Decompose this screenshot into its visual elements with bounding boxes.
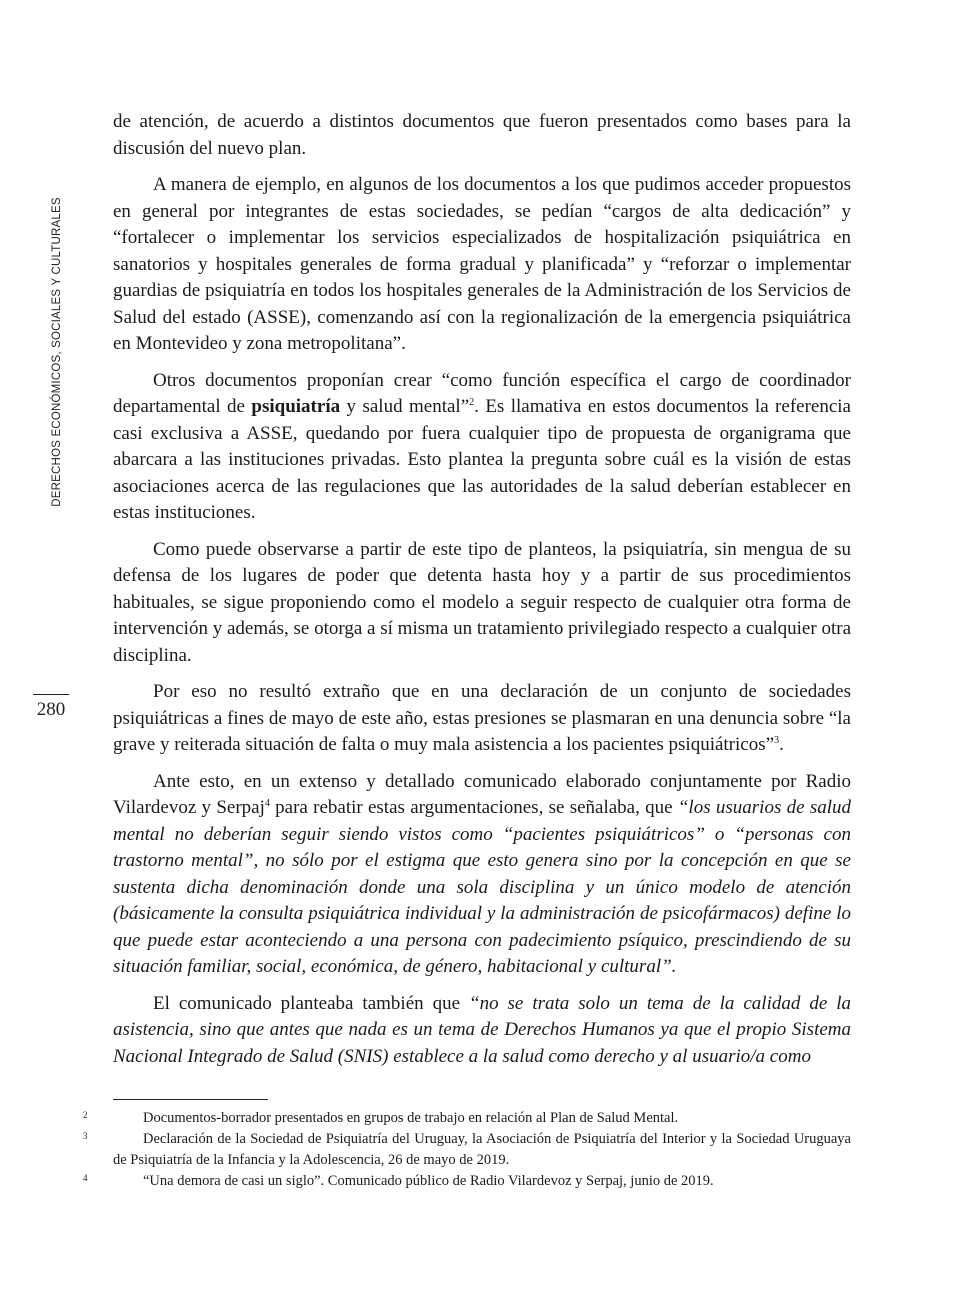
paragraph-5 <box>113 679 851 759</box>
paragraph-7-quote: “no se trata solo un tema de la calidad de la asistencia, sino que antes que nada es un tema de Derechos Humanos ya que el propio Sistema Nacional Integrado de Salud (SNIS) establece a la salud como derecho y al usuario/a como <box>113 992 852 1067</box>
running-section-title: DERECHOS ECONÓMICOS, SOCIALES Y CULTURALES <box>51 197 63 507</box>
paragraph-3-text-c: . Es llamativa en estos documentos la referencia casi exclusiva a ASSE, quedando por fuera cualquier tipo de propuesta de organigrama que abarcara a las instituciones privadas. Esto plantea la pregunta sobre cuál es la visión de estas asociaciones acerca de las regulaciones que las autoridades de la salud deberían establecer en estas instituciones. <box>113 396 851 523</box>
footnote-ref-3[interactable]: 3 <box>774 735 780 746</box>
page-number-rule <box>33 694 69 695</box>
body-text <box>113 109 851 1080</box>
paragraph-5-text-b: . <box>779 734 784 755</box>
footnote-2-number: 2 <box>83 1110 88 1120</box>
paragraph-2: A manera de ejemplo, en algunos de los documentos a los que pudimos acceder propuestos en general por integrantes de estas sociedades, se pedían “cargos de alta dedicación” y “fortalecer o implementar los servicios especializados de hospitalización psiquiátrica en sanatorios y hospitales generales de forma gradual y planificada” y “reforzar o implementar guardias de psiquiatría en todos los hospitales generales de la Administración de los Servicios de Salud del estado (ASSE), comenzando así con la regionalización de la emergencia psiquiátrica en Montevideo y zona metropolitana”. <box>113 174 851 354</box>
footnote-4-number: 4 <box>83 1173 88 1183</box>
footnote-3 <box>83 1129 851 1171</box>
footnote-2-text: Documentos-borrador presentados en grupos de trabajo en relación al Plan de Salud Mental. <box>143 1110 679 1126</box>
footnote-ref-2[interactable]: 2 <box>469 397 475 408</box>
footnotes <box>83 1108 851 1192</box>
paragraph-6-text-b: para rebatir estas argumentaciones, se señalaba, que <box>269 797 678 818</box>
footnote-3-number: 3 <box>83 1131 88 1141</box>
paragraph-3-text-a: Otros documentos proponían crear “como función específica el cargo de coordinador departamental de <box>113 369 851 417</box>
footnote-2 <box>83 1108 851 1129</box>
footnote-separator <box>113 1099 268 1100</box>
paragraph-3-text-b: y salud mental” <box>340 396 470 417</box>
paragraph-3-bold-term: psiquiatría <box>251 396 341 417</box>
paragraph-6-text-a: Ante esto, en un extenso y detallado comunicado elaborado conjuntamente por Radio Vilardevoz y Serpaj <box>113 770 851 818</box>
paragraph-1: de atención, de acuerdo a distintos documentos que fueron presentados como bases para la discusión del nuevo plan. <box>113 111 851 159</box>
paragraph-3 <box>113 368 851 527</box>
paragraph-6-quote: “los usuarios de salud mental no deberían seguir siendo vistos como “pacientes psiquiátricos” o “personas con trastorno mental”, no sólo por el estigma que esto genera sino por la concepción en que se sustenta dicha denominación donde una sola disciplina y un único modelo de atención (básicamente la consulta psiquiátrica individual y la administración de psicofármacos) define lo que puede estar aconteciendo a una persona con padecimiento psíquico, prescindiendo de su situación familiar, social, económica, de género, habitacional y cultural”. <box>113 797 852 977</box>
footnote-4 <box>83 1171 851 1192</box>
paragraph-7-text-a: El comunicado planteaba también que <box>153 992 469 1014</box>
paragraph-4: Como puede observarse a partir de este tipo de planteos, la psiquiatría, sin mengua de su defensa de los lugares de poder que detenta hasta hoy y a partir de sus procedimientos habituales, se sigue proponiendo como el modelo a seguir respecto de cualquier otra forma de intervención y además, se otorga a sí misma un tratamiento privilegiado respecto a cualquier otra disciplina. <box>113 538 851 666</box>
paragraph-6 <box>113 769 851 981</box>
footnote-4-text: “Una demora de casi un siglo”. Comunicado público de Radio Vilardevoz y Serpaj, junio de 2019. <box>143 1173 714 1189</box>
page-number: 280 <box>36 699 66 720</box>
paragraph-7 <box>113 991 851 1071</box>
footnote-3-text: Declaración de la Sociedad de Psiquiatría del Uruguay, la Asociación de Psiquiatría del Interior y la Sociedad Uruguaya de Psiquiatría de la Infancia y la Adolescencia, 26 de mayo de 2019. <box>113 1131 851 1168</box>
footnote-ref-4[interactable]: 4 <box>264 798 270 809</box>
paragraph-5-text-a: Por eso no resultó extraño que en una declaración de un conjunto de sociedades psiquiátricas a fines de mayo de este año, estas presiones se plasmaran en una denuncia sobre “la grave y reiterada situación de falta o muy mala asistencia a los pacientes psiquiátricos” <box>113 681 851 755</box>
